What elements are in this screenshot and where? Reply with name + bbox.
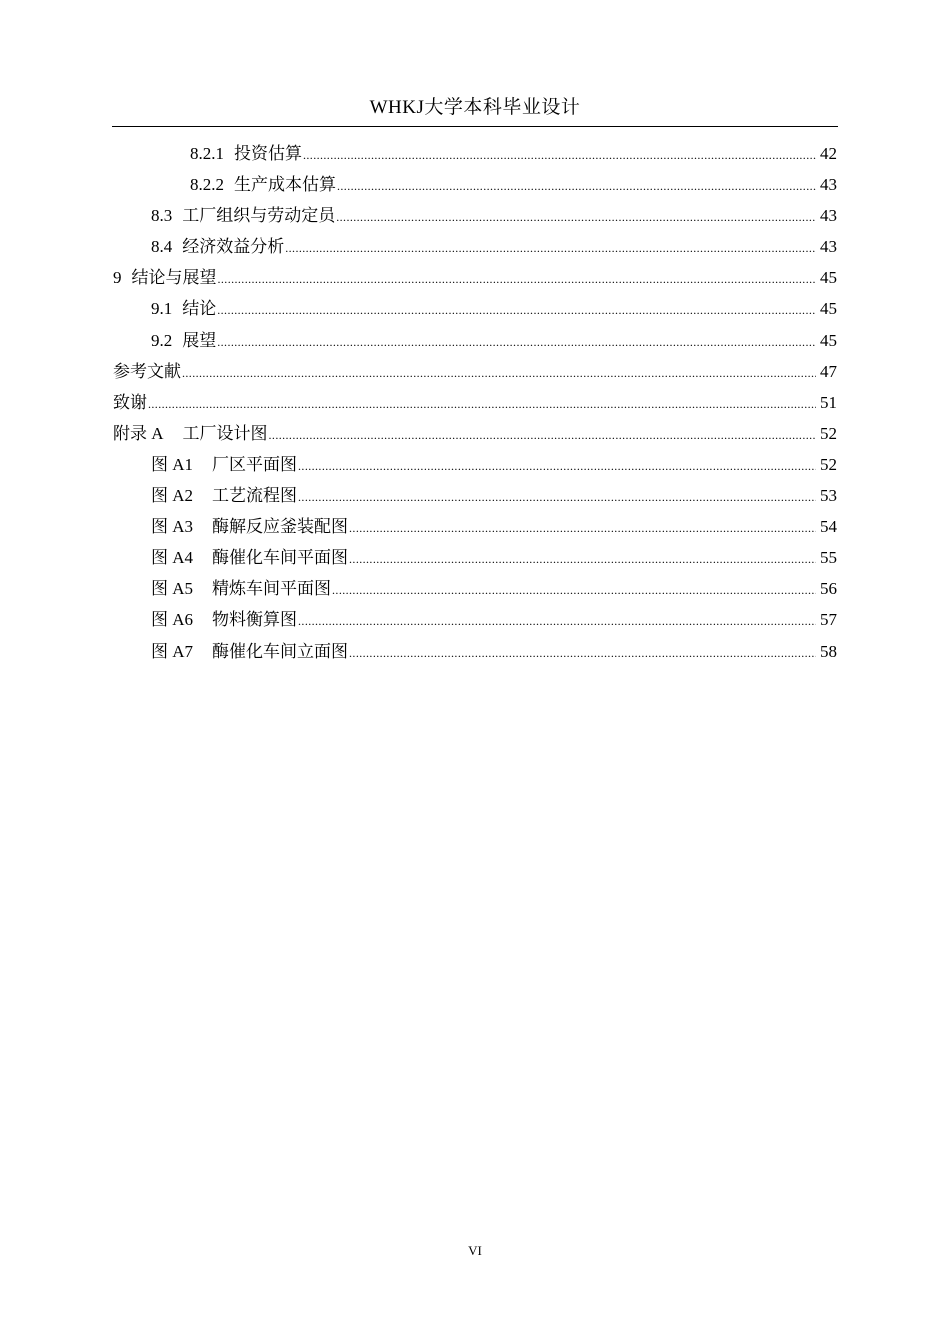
toc-entry-title: 工艺流程图 — [212, 486, 298, 506]
toc-entry[interactable] — [113, 231, 837, 262]
toc-entry-number: 图 A4 — [151, 548, 194, 568]
page-header — [0, 95, 950, 121]
header-title: WHKJ大学本科毕业设计 — [369, 97, 581, 118]
toc-dot-leader — [217, 295, 816, 324]
toc-entry-number: 8.2.2 — [190, 175, 224, 195]
toc-entry[interactable] — [113, 604, 837, 635]
toc-entry-number: 8.3 — [151, 206, 173, 226]
toc-entry-page: 43 — [820, 206, 837, 226]
toc-entry-page: 54 — [820, 517, 837, 537]
toc-entry-title: 结论与展望 — [131, 268, 217, 288]
toc-dot-leader — [148, 389, 816, 418]
toc-entry[interactable] — [113, 200, 837, 231]
toc-dot-leader — [336, 202, 816, 231]
toc-entry-title: 投资估算 — [234, 144, 302, 163]
toc-dot-leader — [217, 327, 816, 356]
toc-entry-number: 图 A5 — [151, 579, 194, 599]
toc-entry-number: 8.2.1 — [190, 144, 224, 163]
toc-entry-page: 52 — [820, 454, 837, 474]
toc-entry-title: 生产成本估算 — [234, 175, 336, 195]
toc-entry-number: 9 — [113, 268, 122, 288]
toc-entry-page: 42 — [820, 144, 837, 163]
toc-entry-page: 55 — [820, 548, 837, 568]
toc-entry-title: 经济效益分析 — [182, 237, 285, 257]
toc-entry-page: 43 — [820, 237, 837, 257]
toc-entry-title: 致谢 — [113, 392, 147, 412]
toc-entry-page: 51 — [820, 392, 837, 412]
toc-dot-leader — [337, 171, 816, 200]
toc-entry-number: 8.4 — [151, 237, 173, 257]
toc-dot-leader — [285, 233, 816, 262]
toc-entry-page: 58 — [820, 641, 837, 661]
toc-dot-leader — [332, 575, 816, 604]
toc-entry-title: 酶催化车间平面图 — [212, 548, 349, 568]
toc-entry[interactable] — [113, 542, 837, 573]
toc-entry-number: 附录 A — [113, 423, 164, 443]
toc-entry-title: 参考文献 — [113, 361, 181, 381]
toc-dot-leader — [218, 264, 817, 293]
toc-entry-page: 53 — [820, 486, 837, 506]
page-footer — [0, 1242, 950, 1260]
toc-entry-page: 45 — [820, 330, 837, 350]
toc-entry-title: 酶催化车间立面图 — [212, 641, 349, 661]
toc-entry-page: 52 — [820, 423, 837, 443]
toc-entry-title: 精炼车间平面图 — [212, 579, 332, 599]
toc-dot-leader — [349, 638, 816, 667]
toc-entry-title: 厂区平面图 — [212, 454, 298, 474]
toc-entry-page: 45 — [820, 299, 837, 319]
toc-entry-page: 56 — [820, 579, 837, 599]
toc-entry[interactable] — [113, 418, 837, 449]
toc-entry-title: 工厂组织与劳动定员 — [182, 206, 336, 226]
toc-entry-title: 结论 — [182, 299, 217, 319]
toc-entry-title: 物料衡算图 — [212, 610, 298, 630]
toc-entry-title: 工厂设计图 — [182, 423, 268, 443]
toc-dot-leader — [182, 358, 816, 387]
toc-entry[interactable] — [113, 449, 837, 480]
toc-entry-number: 图 A1 — [151, 454, 194, 474]
toc-dot-leader — [298, 451, 816, 480]
toc-dot-leader — [298, 606, 816, 635]
toc-entry-page: 43 — [820, 175, 837, 195]
toc-entry-page: 47 — [820, 361, 837, 381]
toc-entry-page: 45 — [820, 268, 837, 288]
toc-dot-leader — [349, 544, 816, 573]
toc-entry-title: 酶解反应釜装配图 — [212, 517, 349, 537]
toc-entry[interactable] — [113, 169, 837, 200]
toc-dot-leader — [303, 140, 816, 169]
toc-entry[interactable] — [113, 356, 837, 387]
page-number: VI — [468, 1243, 482, 1258]
toc-entry[interactable] — [113, 138, 837, 169]
toc-entry-page: 57 — [820, 610, 837, 630]
toc-dot-leader — [298, 482, 816, 511]
toc-entry[interactable] — [113, 636, 837, 667]
toc-entry[interactable] — [113, 325, 837, 356]
toc-entry-number: 图 A3 — [151, 517, 194, 537]
toc-entry-number: 图 A2 — [151, 486, 194, 506]
toc-entry[interactable] — [113, 387, 837, 418]
toc-dot-leader — [269, 420, 816, 449]
table-of-contents — [113, 138, 837, 667]
toc-dot-leader — [349, 513, 816, 542]
toc-entry-number: 图 A7 — [151, 641, 194, 661]
toc-entry[interactable] — [113, 293, 837, 324]
toc-entry-number: 图 A6 — [151, 610, 194, 630]
toc-entry[interactable] — [113, 480, 837, 511]
header-divider — [112, 126, 838, 127]
toc-entry[interactable] — [113, 511, 837, 542]
toc-entry[interactable] — [113, 262, 837, 293]
toc-entry-title: 展望 — [182, 330, 217, 350]
toc-entry-number: 9.1 — [151, 299, 173, 319]
toc-entry-number: 9.2 — [151, 330, 173, 350]
toc-entry[interactable] — [113, 573, 837, 604]
